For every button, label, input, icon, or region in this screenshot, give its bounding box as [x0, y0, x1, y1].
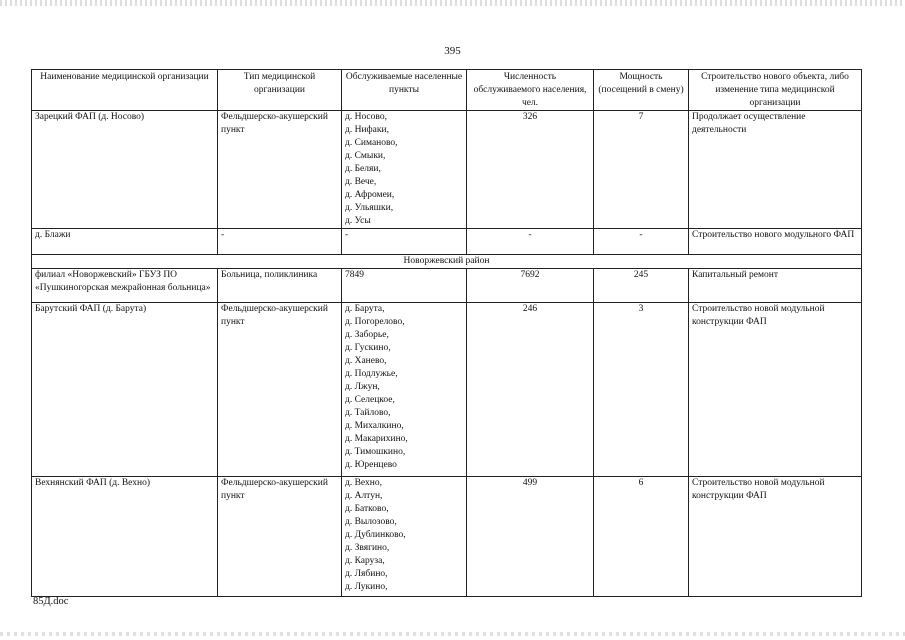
table-header-row [32, 70, 862, 111]
footer-filename: 85Д.doc [33, 596, 69, 607]
cell-capacity: 6 [594, 477, 689, 597]
settlement-item: д. Дублинково, [345, 530, 406, 540]
cell-population: 326 [467, 111, 594, 229]
settlement-item: д. Батково, [345, 504, 389, 514]
header-org-name: Наименование медицинской организации [32, 70, 218, 111]
settlement-item: д. Лябино, [345, 569, 388, 579]
settlement-item: д. Усы [345, 216, 371, 226]
cell-construction: Строительство нового модульного ФАП [689, 229, 862, 255]
settlement-item: д. Барута, [345, 304, 385, 314]
table-row [32, 229, 862, 255]
settlement-item: д. Лукино, [345, 582, 388, 592]
cell-org-name: Зарецкий ФАП (д. Носово) [32, 111, 218, 229]
cell-construction: Строительство новой модульной конструкции ФАП [689, 303, 862, 477]
cell-capacity: - [594, 229, 689, 255]
cell-settlements [342, 269, 467, 303]
cell-capacity: 3 [594, 303, 689, 477]
cell-org-type: Фельдшерско-акушерский пункт [218, 303, 342, 477]
header-org-type: Тип медицинской организации [218, 70, 342, 111]
settlement-item: д. Смыки, [345, 151, 386, 161]
settlement-item: д. Вылозово, [345, 517, 397, 527]
settlement-item: д. Заборье, [345, 330, 389, 340]
settlement-item: - [345, 230, 349, 240]
cell-construction: Продолжает осуществление деятельности [689, 111, 862, 229]
settlement-item: д. Симаново, [345, 138, 398, 148]
settlement-item: д. Подлужье, [345, 369, 398, 379]
cell-org-name: д. Блажи [32, 229, 218, 255]
cell-settlements [342, 477, 467, 597]
settlement-item: д. Звягино, [345, 543, 390, 553]
cell-org-name: филиал «Новоржевский» ГБУЗ ПО «Пушкиногорская межрайонная больница» [32, 269, 218, 303]
header-settlements: Обслуживаемые населенные пункты [342, 70, 467, 111]
table-row [32, 269, 862, 303]
region-name: Новоржевский район [32, 255, 862, 269]
settlement-item: д. Лжун, [345, 382, 380, 392]
table-row [32, 477, 862, 597]
cell-construction: Капитальный ремонт [689, 269, 862, 303]
settlement-item: д. Каруза, [345, 556, 385, 566]
cell-org-name: Барутский ФАП (д. Барута) [32, 303, 218, 477]
region-row [32, 255, 862, 269]
settlement-item: д. Алтун, [345, 491, 383, 501]
settlement-item: д. Погорелово, [345, 317, 405, 327]
settlement-item: д. Тимошкино, [345, 447, 406, 457]
header-population: Численность обслуживаемого населения, чел. [467, 70, 594, 111]
cell-population: - [467, 229, 594, 255]
cell-population: 7692 [467, 269, 594, 303]
settlement-item: д. Вече, [345, 177, 377, 187]
settlement-item: 7849 [345, 270, 364, 280]
cell-capacity: 7 [594, 111, 689, 229]
page-number: 395 [444, 45, 461, 57]
cell-construction: Строительство новой модульной конструкции ФАП [689, 477, 862, 597]
settlement-item: д. Вехно, [345, 478, 382, 488]
settlement-item: д. Макарихино, [345, 434, 408, 444]
scan-noise-top [0, 0, 905, 6]
table-row [32, 111, 862, 229]
cell-population: 499 [467, 477, 594, 597]
settlement-item: д. Селецкое, [345, 395, 395, 405]
settlement-item: д. Беляи, [345, 164, 381, 174]
settlement-item: д. Юренцево [345, 460, 397, 470]
settlement-item: д. Михалкино, [345, 421, 404, 431]
settlement-item: д. Носово, [345, 112, 387, 122]
settlement-item: д. Ульяшки, [345, 203, 394, 213]
cell-org-type: Фельдшерско-акушерский пункт [218, 111, 342, 229]
table-row [32, 303, 862, 477]
header-construction: Строительство нового объекта, либо изменение типа медицинской организации [689, 70, 862, 111]
cell-settlements [342, 303, 467, 477]
cell-org-type: Больница, поликлиника [218, 269, 342, 303]
cell-capacity: 245 [594, 269, 689, 303]
scan-noise-bottom [0, 632, 905, 636]
header-capacity: Мощность (посещений в смену) [594, 70, 689, 111]
cell-settlements [342, 111, 467, 229]
cell-population: 246 [467, 303, 594, 477]
settlement-item: д. Гускино, [345, 343, 391, 353]
cell-settlements [342, 229, 467, 255]
settlement-item: д. Нифаки, [345, 125, 389, 135]
medical-organizations-table [31, 69, 862, 597]
cell-org-type: - [218, 229, 342, 255]
settlement-item: д. Ханево, [345, 356, 387, 366]
settlement-item: д. Афромеи, [345, 190, 395, 200]
cell-org-type: Фельдшерско-акушерский пункт [218, 477, 342, 597]
cell-org-name: Вехнянский ФАП (д. Вехно) [32, 477, 218, 597]
settlement-item: д. Тайлово, [345, 408, 391, 418]
